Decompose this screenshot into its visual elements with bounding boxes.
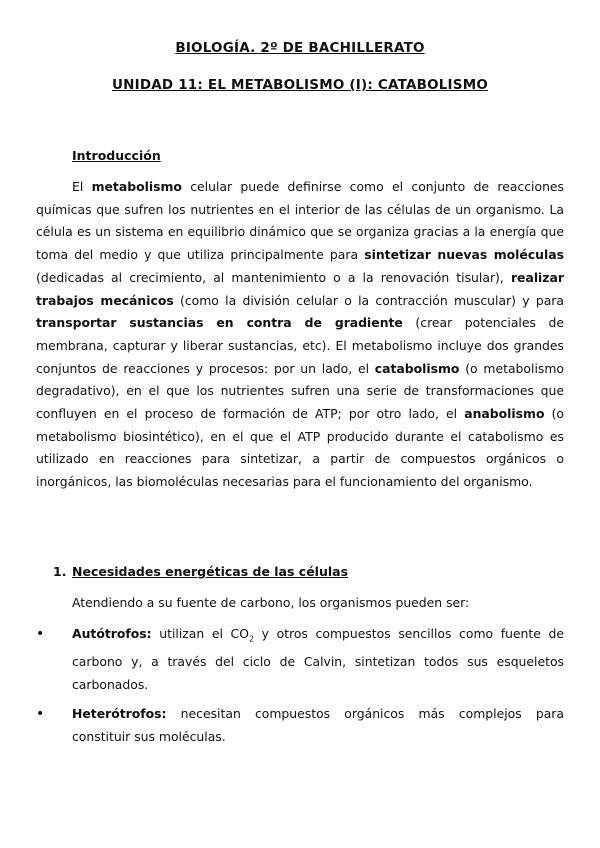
- list-item: [36, 623, 564, 697]
- list-item: [36, 703, 564, 748]
- document-title: BIOLOGÍA. 2º DE BACHILLERATO: [175, 40, 425, 56]
- section-lead: Atendiendo a su fuente de carbono, los organismos pueden ser:: [72, 595, 470, 610]
- bullet-icon: •: [36, 706, 45, 722]
- section-number: 1.: [53, 564, 67, 579]
- bullet-icon: •: [36, 626, 45, 642]
- list-item-text: Autótrofos: utilizan el $CO_2$ y otros compuestos sencillos como fuente de carbono y, a través del ciclo de Calvin, sintetizan todos sus esqueletos carbonados.: [72, 626, 564, 692]
- unit-title: UNIDAD 11: EL METABOLISMO (I): CATABOLISMO: [111, 77, 489, 93]
- intro-paragraph: El metabolismo celular puede definirse como el conjunto de reacciones químicas que sufren los nutrientes en el interior de las células de un organismo. La célula es un sistema en equilibrio dinámico que se organiza gracias a la energía que toma del medio y que utiliza principalmente para sintetizar nuevas moléculas (dedicadas al crecimiento, al mantenimiento o a la renovación tisular), realizar trabajos mecánicos (como la división celular o la contracción muscular) y para transportar sustancias en contra de gradiente (crear potenciales de membrana, capturar y liberar sustancias, etc). El metabolismo incluye dos grandes conjuntos de reacciones y procesos: por un lado, el catabolismo (o metabolismo degradativo), en el que los nutrientes sufren una serie de transformaciones que confluyen en el proceso de formación de ATP; por otro lado, el anabolismo (o metabolismo biosintético), en el que el ATP producido durante el catabolismo es utilizado en reacciones para sintetizar, a partir de compuestos orgánicos o inorgánicos, las biomoléculas necesarias para el funcionamiento del organismo.: [36, 179, 564, 490]
- intro-heading: Introducción: [72, 148, 161, 163]
- section-heading: Necesidades energéticas de las células: [72, 564, 349, 579]
- list-item-text: Heterótrofos: necesitan compuestos orgánicos más complejos para constituir sus moléculas.: [72, 706, 564, 744]
